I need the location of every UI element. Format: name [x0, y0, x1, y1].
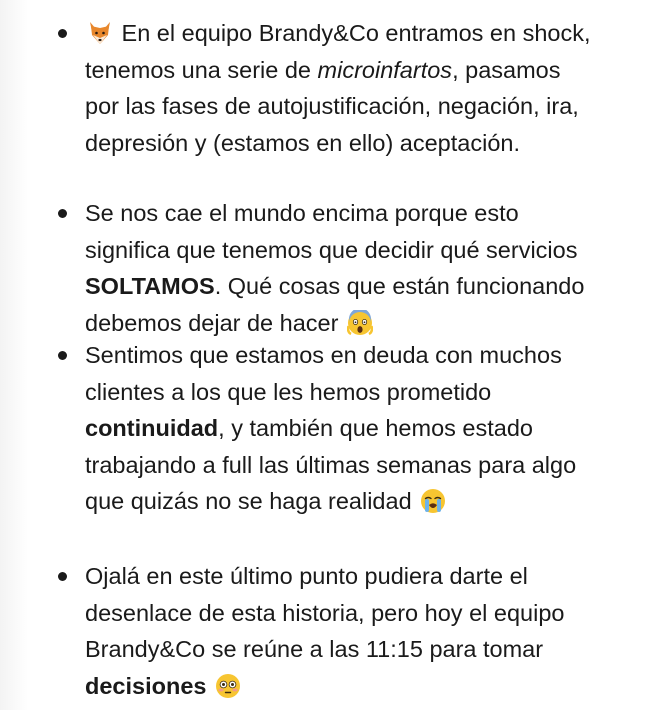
text-line: Se nos cae el mundo encima porque esto — [85, 200, 519, 226]
bullet-dot — [58, 29, 67, 38]
bold-term: decisiones — [85, 672, 207, 699]
text-line: desenlace de esta historia, pero hoy el equipo — [85, 599, 565, 626]
fox-emoji-icon — [87, 20, 113, 46]
bullet-dot — [58, 351, 67, 360]
bullet-dot — [58, 572, 67, 581]
loudly-crying-face-emoji-icon — [420, 488, 446, 514]
text-line: Brandy&Co se reúne a las 11:15 para tomar — [85, 636, 544, 663]
text-line: debemos dejar de hacer — [85, 305, 640, 342]
bullet-text — [85, 337, 640, 520]
text-line: trabajando a full las últimas semanas para algo — [85, 451, 577, 478]
text-line: tenemos una serie de microinfartos, pasamos — [85, 56, 561, 83]
bold-term: continuidad — [85, 415, 219, 442]
text-line: clientes a los que les hemos prometido — [85, 378, 492, 405]
text-line: depresión y (estamos en ello) aceptación. — [85, 129, 520, 156]
bullet-dot — [58, 209, 67, 218]
bullet-text — [85, 195, 640, 341]
text-line: que quizás no se haga realidad — [85, 483, 640, 520]
italic-term: microinfartos — [317, 56, 453, 83]
text-line: por las fases de autojustificación, negación, ira, — [85, 93, 579, 120]
flushed-face-emoji-icon — [215, 673, 241, 699]
text-line — [85, 668, 640, 705]
bold-term: SOLTAMOS — [85, 273, 215, 300]
text-line: En el equipo Brandy&Co entramos en shock, — [85, 15, 640, 52]
text-line: Ojalá en este último punto pudiera darte el — [85, 563, 528, 589]
text-line: continuidad, y también que hemos estado — [85, 415, 533, 442]
bullet-text — [85, 15, 640, 161]
screaming-face-emoji-icon — [347, 310, 373, 336]
text-line: significa que tenemos que decidir qué servicios — [85, 236, 578, 263]
text-line: Sentimos que estamos en deuda con muchos — [85, 342, 562, 368]
text-line: SOLTAMOS. Qué cosas que están funcionando — [85, 273, 585, 300]
left-edge-shadow — [0, 0, 28, 710]
bullet-text — [85, 558, 640, 704]
